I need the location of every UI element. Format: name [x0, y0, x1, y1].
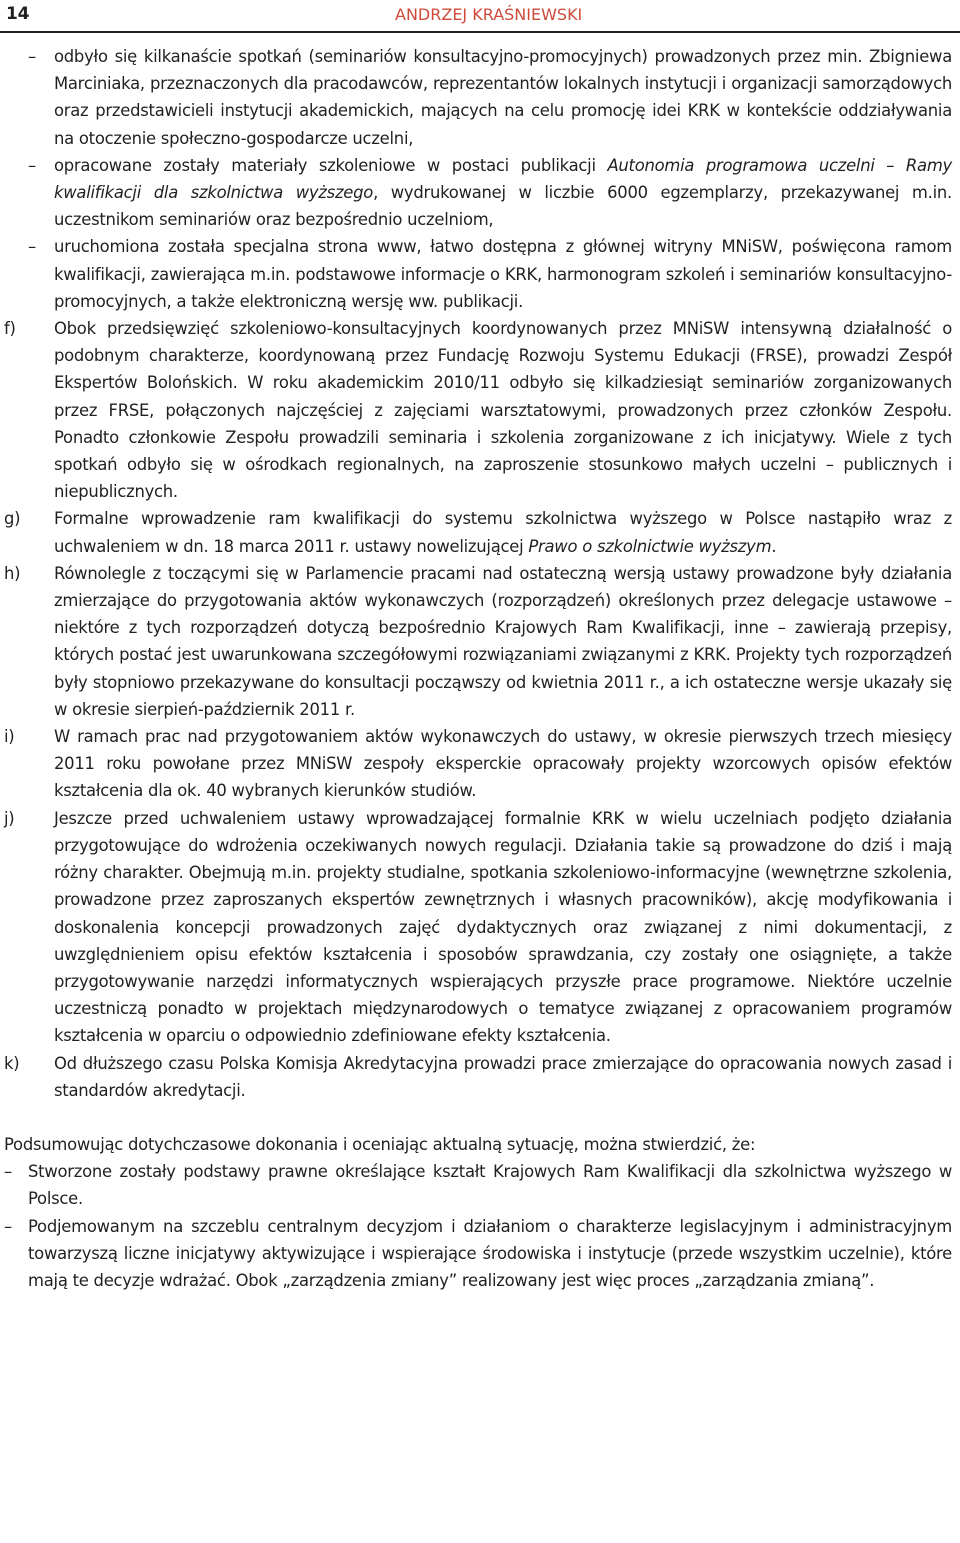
page-header: [0, 0, 960, 28]
paragraph-gap: [0, 1104, 960, 1131]
list-item-f: [0, 315, 960, 505]
sub-bullet-seminars: [0, 43, 960, 152]
item-text-end: .: [771, 536, 777, 556]
sub-bullet-website: [0, 233, 960, 315]
act-title: Prawo o szkolnictwie wyższym: [528, 536, 772, 556]
publication-title: Autonomia programowa uczelni – Ramy kwalifikacji dla szkolnictwa wyższego: [54, 155, 952, 203]
list-item-h: [0, 560, 960, 723]
summary-bullet-legal: [0, 1158, 960, 1212]
summary-bullet-text: Podjemowanym na szczeblu centralnym decyzjom i działaniom o charakterze legislacyjnym i administracyjnym towarzyszą liczne inicjatywy aktywizujące i wspierające środowiska i instytucje (przede wszystkim uczelnie), które mają te decyzje wdrażać. Obok „zarządzenia zmiany” realizowany jest więc proces „zarządzania zmianą”.: [28, 1216, 952, 1290]
sub-bullet-materials: [0, 152, 960, 234]
page-body: [0, 43, 960, 1294]
list-item-k: [0, 1050, 960, 1104]
item-text: W ramach prac nad przygotowaniem aktów wykonawczych do ustawy, w okresie pierwszych trzech miesięcy 2011 roku powołane przez MNiSW zespoły eksperckie opracowały projekty wzorcowych opisów efektów kształcenia dla ok. 40 wybranych kierunków studiów.: [54, 727, 952, 801]
header-rule: [0, 31, 960, 33]
running-head-author: ANDRZEJ KRAŚNIEWSKI: [395, 5, 583, 24]
summary-bullet-initiatives: [0, 1213, 960, 1295]
item-marker-j: j): [4, 808, 15, 828]
item-marker-g: g): [4, 509, 21, 529]
item-text: Jeszcze przed uchwaleniem ustawy wprowadzającej formalnie KRK w wielu uczelniach podjęto działania przygotowujące do wdrożenia oczekiwanych nowych regulacji. Działania takie są prowadzone do dziś i mają różny charakter. Obejmują m.in. projekty studialne, spotkania szkoleniowo-informacyjne (wewnętrzne szkolenia, prowadzone przez zaproszanych ekspertów zewnętrznych i własnych pracowników), akcję modyfikowania i doskonalenia koncepcji prowadzonych zajęć dydaktycznych oraz związanej z nimi dokumentacji, z uwzględnieniem opisu efektów kształcenia i sposobów sprawdzania, czy zostały one osiągnięte, a także przygotowywanie narzędzi informatycznych wspierających przyszłe prace programowe. Niektóre uczelnie uczestniczą ponadto w projektach międzynarodowych o tematyce związanej z opracowaniem programów kształcenia w oparciu o odpowiednio zdefiniowane efekty kształcenia.: [54, 808, 952, 1046]
item-marker-f: f): [4, 319, 16, 339]
dash-marker: –: [28, 47, 36, 66]
item-marker-h: h): [4, 563, 21, 583]
summary-intro: Podsumowując dotychczasowe dokonania i oceniając aktualną sytuację, można stwierdzić, że:: [4, 1134, 756, 1154]
item-text: Równolegle z toczącymi się w Parlamencie pracami nad ostateczną wersją ustawy prowadzone były działania zmierzające do przygotowania aktów wykonawczych (rozporządzeń) określonych przez delegacje ustawowe – niektóre z tych rozporządzeń dotyczą bezpośrednio Krajowych Ram Kwalifikacji, inne – zawierają przepisy, których postać jest uwarunkowana szczegółowymi rozwiązaniami związanymi z KRK. Projekty tych rozporządzeń były stopniowo przekazywane do konsultacji począwszy od kwietnia 2011 r., a ich ostateczne wersje ukazały się w okresie sierpień-październik 2011 r.: [54, 563, 952, 719]
sub-bullet-text: odbyło się kilkanaście spotkań (seminariów konsultacyjno-promocyjnych) prowadzonych przez min. Zbigniewa Marciniaka, przeznaczonych dla pracodawców, reprezentantów lokalnych instytucji i organizacji samorządowych oraz przedstawicieli instytucji akademickich, mających na celu promocję idei KRK w kontekście oddziaływania na otoczenie społeczno-gospodarcze uczelni,: [54, 47, 952, 148]
dash-marker: –: [4, 1216, 12, 1236]
item-marker-i: i): [4, 727, 15, 747]
sub-bullet-text: uruchomiona została specjalna strona www, łatwo dostępna z głównej witryny MNiSW, poświęcona ramom kwalifikacji, zawierająca m.in. podstawowe informacje o KRK, harmonogram szkoleń i seminariów konsultacyjno-promocyjnych, a także elektroniczną wersję ww. publikacji.: [54, 237, 952, 311]
list-item-g: [0, 505, 960, 559]
sub-bullet-text-continued: , wydrukowanej w liczbie 6000 egzemplarzy, przekazywanej m.in. uczestnikom seminariów oraz bezpośrednio uczelniom,: [54, 183, 953, 230]
dash-marker: –: [28, 237, 36, 257]
item-text: Od dłuższego czasu Polska Komisja Akredytacyjna prowadzi prace zmierzające do opracowania nowych zasad i standardów akredytacji.: [54, 1053, 952, 1100]
dash-marker: –: [28, 155, 36, 175]
item-text: Obok przedsięwzięć szkoleniowo-konsultacyjnych koordynowanych przez MNiSW intensywną działalność o podobnym charakterze, koordynowaną przez Fundację Rozwoju Systemu Edukacji (FRSE), prowadzi Zespół Ekspertów Bolońskich. W roku akademickim 2010/11 odbyło się kilkadziesiąt seminariów zorganizowanych przez FRSE, połączonych najczęściej z zajęciami warsztatowymi, prowadzonych przez członków Zespołu. Ponadto członkowie Zespołu prowadzili seminaria i szkolenia zorganizowane z ich inicjatywy. Wiele z tych spotkań odbyło się w ośrodkach regionalnych, na zaproszenie stosunkowo małych uczelni – publicznych i niepublicznych.: [54, 319, 952, 502]
page-number: 14: [6, 4, 30, 24]
summary-bullet-text: Stworzone zostały podstawy prawne określające kształt Krajowych Ram Kwalifikacji dla szkolnictwa wyższego w Polsce.: [28, 1162, 952, 1209]
list-item-j: [0, 805, 960, 1050]
dash-marker: –: [4, 1162, 12, 1182]
item-marker-k: k): [4, 1053, 20, 1073]
list-item-i: [0, 723, 960, 805]
item-text: Formalne wprowadzenie ram kwalifikacji do systemu szkolnictwa wyższego w Polsce nastąpiło wraz z uchwaleniem w dn. 18 marca 2011 r. ustawy nowelizującej: [54, 509, 952, 556]
sub-bullet-text: opracowane zostały materiały szkoleniowe w postaci publikacji: [54, 155, 608, 175]
